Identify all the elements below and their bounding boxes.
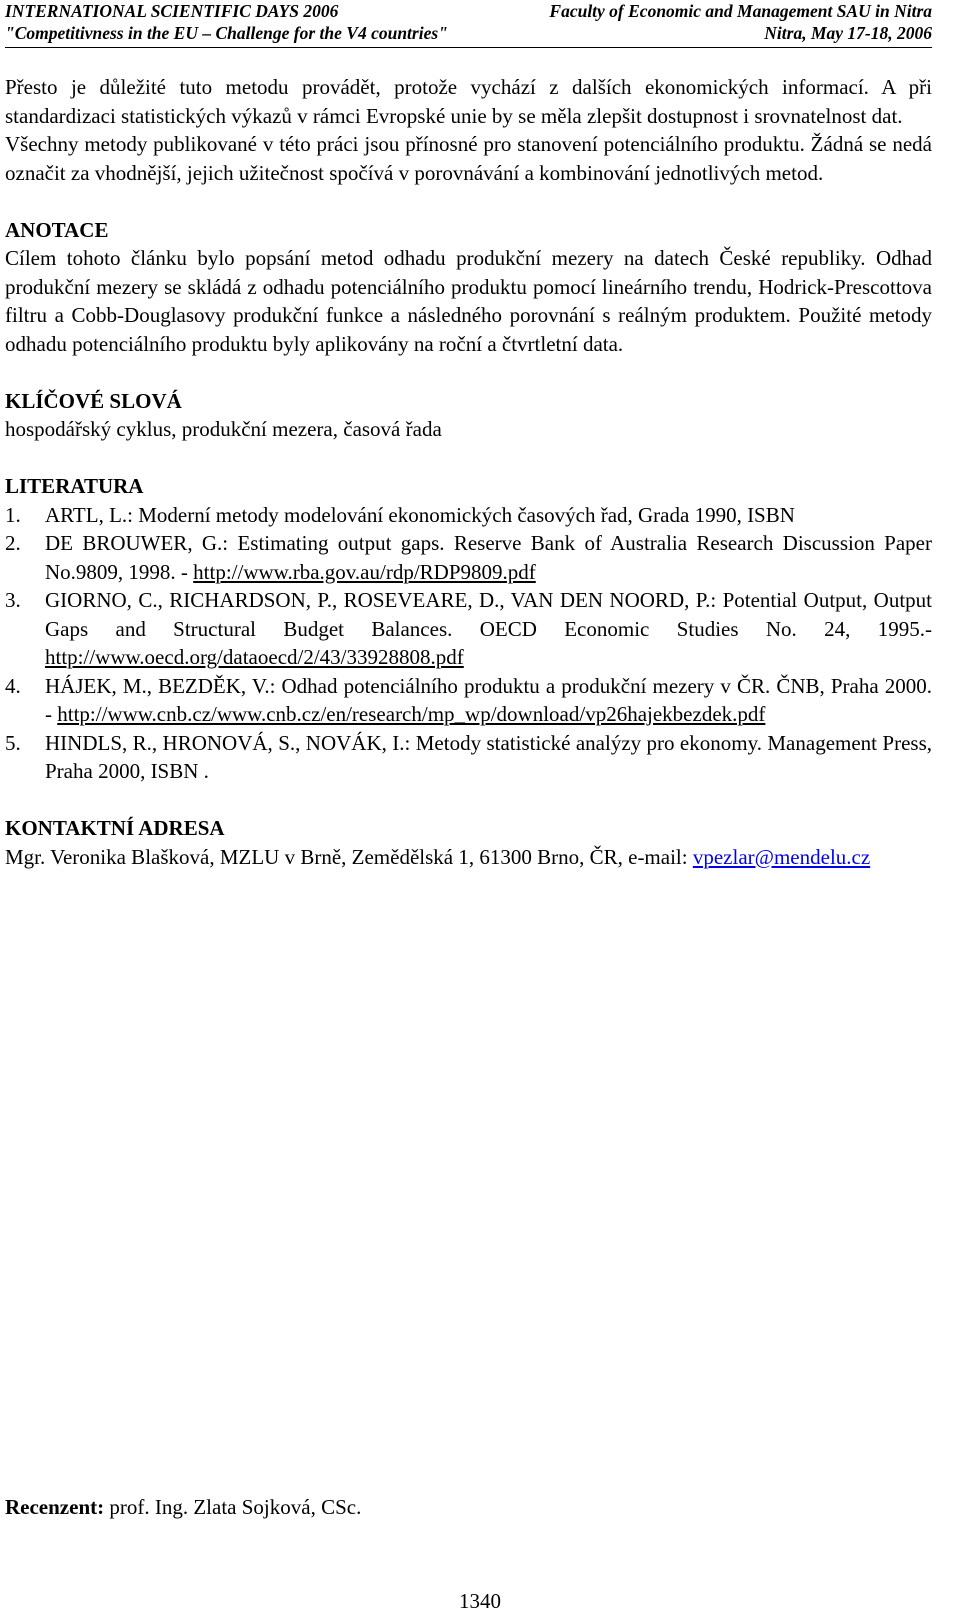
conference-title: INTERNATIONAL SCIENTIFIC DAYS 2006 [5, 1, 339, 21]
contact-text: Mgr. Veronika Blašková, MZLU v Brně, Zemědělská 1, 61300 Brno, ČR, e-mail: vpezlar@mendelu.cz [5, 844, 871, 869]
reference-text: DE BROUWER, G.: Estimating output gaps. Reserve Bank of Australia Research Discussion Paper No.9809, 1998. - http://www.rba.gov.au/rdp/RDP9809.pdf [45, 531, 932, 584]
reference-number: 5. [5, 730, 21, 755]
header-row-1 [5, 0, 932, 22]
header-divider [5, 47, 932, 48]
spacer [5, 786, 932, 815]
reference-number: 1. [5, 502, 21, 527]
spacer [5, 358, 932, 387]
body-paragraph-1: Přesto je důležité tuto metodu provádět, protože vychází z dalších ekonomických informací. A při standardizaci statistických výkazů v rámci Evropské unie by se měla zlepšit dostupnost i srovnatelnost dat. [5, 75, 932, 128]
reference-number: 2. [5, 531, 21, 555]
reference-text: ARTL, L.: Moderní metody modelování ekonomických časových řad, Grada 1990, ISBN [45, 502, 795, 527]
reference-number: 4. [5, 673, 21, 698]
reference-item [5, 501, 932, 530]
keywords-text: hospodářský cyklus, produkční mezera, časová řada [5, 417, 442, 441]
page-number: 1340 [459, 1589, 501, 1613]
reference-text: HÁJEK, M., BEZDĚK, V.: Odhad potenciálního produktu a produkční mezery v ČR. ČNB, Praha 2000. - http://www.cnb.cz/www.cnb.cz/en/research/mp_wp/download/vp26hajekbezdek.pdf [45, 673, 932, 726]
contact-heading: KONTAKTNÍ ADRESA [5, 816, 225, 840]
reviewer-name: prof. Ing. Zlata Sojková, CSc. [104, 1495, 362, 1519]
reference-list [5, 501, 932, 786]
reference-item [5, 729, 932, 786]
reference-text: HINDLS, R., HRONOVÁ, S., NOVÁK, I.: Metody statistické analýzy pro ekonomy. Management Press, Praha 2000, ISBN . [45, 730, 932, 783]
page-header [5, 0, 932, 44]
body-paragraph-2: Všechny metody publikované v této práci jsou přínosné pro stanovení potenciálního produktu. Žádná se nedá označit za vhodnější, jejich užitečnost spočívá v porovnávání a kombinování jednotlivých metod. [5, 132, 932, 185]
reference-item [5, 672, 932, 729]
spacer [5, 444, 932, 473]
conference-location-date: Nitra, May 17-18, 2006 [764, 23, 932, 43]
header-row-2 [5, 22, 932, 44]
reference-link[interactable]: http://www.rba.gov.au/rdp/RDP9809.pdf [193, 559, 536, 584]
contact-email-link[interactable]: vpezlar@mendelu.cz [692, 844, 871, 869]
reference-item [5, 586, 932, 672]
reference-number: 3. [5, 588, 21, 612]
reviewer-label: Recenzent: [5, 1495, 105, 1519]
keywords-heading: KLÍČOVÉ SLOVÁ [5, 388, 182, 413]
anotace-heading: ANOTACE [5, 217, 109, 242]
reference-link[interactable]: http://www.cnb.cz/www.cnb.cz/en/research/mp_wp/download/vp26hajekbezdek.pdf [57, 702, 766, 726]
reference-link[interactable]: http://www.oecd.org/dataoecd/2/43/33928808.pdf [45, 645, 464, 669]
reference-item [5, 529, 932, 586]
anotace-text: Cílem tohoto článku bylo popsání metod odhadu produkční mezery na datech České republiky. Odhad produkční mezery se skládá z odhadu potenciálního produktu pomocí lineárního trendu, Hodrick-Prescottova filtru a Cobb-Douglasovy produkční funkce a následného porovnání s reálným produktem. Použité metody odhadu potenciálního produktu byly aplikovány na roční a čtvrtletní data. [5, 246, 932, 356]
spacer [5, 187, 932, 216]
reviewer-line [5, 1493, 361, 1521]
literatura-heading: LITERATURA [5, 474, 144, 498]
reference-text: GIORNO, C., RICHARDSON, P., ROSEVEARE, D., VAN DEN NOORD, P.: Potential Output, Output Gaps and Structural Budget Balances. OECD Economic Studies No. 24, 1995.- http://www.oecd.org/dataoecd/2/43/33928808.pdf [45, 588, 932, 669]
page-content [5, 73, 932, 871]
conference-subtitle: "Competitivness in the EU – Challenge for the V4 countries" [5, 23, 448, 43]
faculty-name: Faculty of Economic and Management SAU in Nitra [549, 1, 932, 21]
